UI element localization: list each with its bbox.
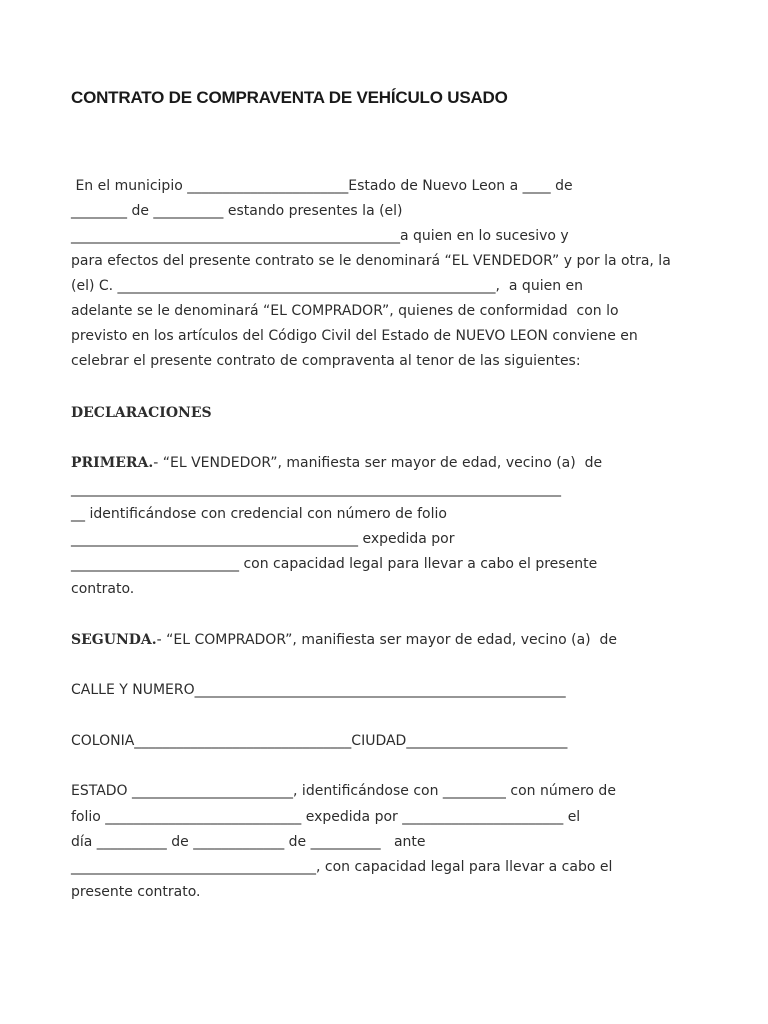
primera-label: PRIMERA. bbox=[71, 455, 154, 471]
intro-line-7: previsto en los artículos del Código Civil del Estado de NUEVO LEON conviene en bbox=[71, 328, 638, 344]
primera-line-6: contrato. bbox=[71, 581, 135, 597]
colonia-ciudad-line: COLONIA_______________________________CIUDAD_______________________ bbox=[71, 733, 568, 749]
segunda-line-4: día __________ de _____________ de __________ ante bbox=[71, 834, 426, 850]
intro-line-6: adelante se le denominará “EL COMPRADOR”, quienes de conformidad con lo bbox=[71, 303, 619, 319]
intro-line-8: celebrar el presente contrato de compraventa al tenor de las siguientes: bbox=[71, 353, 581, 369]
segunda-line-2: ESTADO _______________________, identificándose con _________ con número de bbox=[71, 783, 616, 799]
segunda-line-1 bbox=[71, 630, 617, 650]
calle-y-numero-line: CALLE Y NUMERO_____________________________________________________ bbox=[71, 682, 566, 698]
primera-line-4: _________________________________________ expedida por bbox=[71, 531, 455, 547]
intro-line-4: para efectos del presente contrato se le denominará “EL VENDEDOR” y por la otra, la bbox=[71, 253, 671, 269]
declaraciones-heading: DECLARACIONES bbox=[71, 405, 212, 421]
primera-line-1 bbox=[71, 453, 602, 473]
segunda-line-6: presente contrato. bbox=[71, 884, 201, 900]
intro-line-2: ________ de __________ estando presentes la (el) bbox=[71, 203, 403, 219]
segunda-line-1-text: - “EL COMPRADOR”, manifiesta ser mayor de edad, vecino (a) de bbox=[156, 632, 618, 648]
segunda-line-5: ___________________________________, con capacidad legal para llevar a cabo el bbox=[71, 859, 613, 875]
document-title: CONTRATO DE COMPRAVENTA DE VEHÍCULO USADO bbox=[71, 88, 508, 107]
primera-line-2: ______________________________________________________________________ bbox=[71, 481, 561, 497]
intro-line-1: En el municipio _______________________Estado de Nuevo Leon a ____ de bbox=[71, 178, 573, 194]
intro-line-5: (el) C. ______________________________________________________, a quien en bbox=[71, 278, 584, 294]
primera-line-1-text: - “EL VENDEDOR”, manifiesta ser mayor de edad, vecino (a) de bbox=[153, 455, 603, 471]
segunda-label: SEGUNDA. bbox=[71, 632, 157, 648]
segunda-line-3: folio ____________________________ expedida por _______________________ el bbox=[71, 809, 581, 825]
primera-line-5: ________________________ con capacidad legal para llevar a cabo el presente bbox=[71, 556, 598, 572]
primera-line-3: __ identificándose con credencial con número de folio bbox=[71, 506, 447, 522]
intro-line-3: _______________________________________________a quien en lo sucesivo y bbox=[71, 228, 569, 244]
